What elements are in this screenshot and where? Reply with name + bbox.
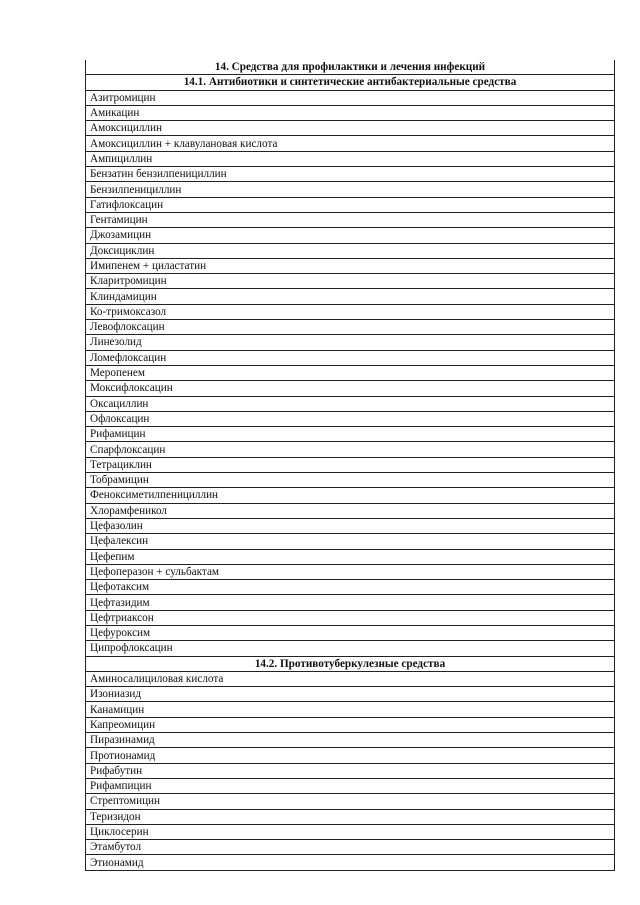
drug-list-table — [85, 60, 615, 871]
table-row — [86, 809, 615, 824]
table-row — [86, 167, 615, 182]
drug-name: Цефуроксим — [86, 625, 615, 640]
table-row — [86, 136, 615, 151]
table-row — [86, 289, 615, 304]
drug-name: Моксифлоксацин — [86, 381, 615, 396]
section-heading-row — [86, 75, 615, 90]
drug-name: Клиндамицин — [86, 289, 615, 304]
table-row — [86, 534, 615, 549]
drug-name: Пиразинамид — [86, 733, 615, 748]
drug-name: Цефтриаксон — [86, 610, 615, 625]
drug-name: Спарфлоксацин — [86, 442, 615, 457]
main-title: 14. Средства для профилактики и лечения инфекций — [86, 60, 615, 75]
drug-name: Кларитромицин — [86, 274, 615, 289]
drug-name: Ко-тримоксазол — [86, 304, 615, 319]
table-row — [86, 258, 615, 273]
table-row — [86, 427, 615, 442]
main-title-row — [86, 60, 615, 75]
table-row — [86, 320, 615, 335]
drug-name: Ломефлоксацин — [86, 350, 615, 365]
table-row — [86, 396, 615, 411]
table-row — [86, 702, 615, 717]
drug-name: Этионамид — [86, 855, 615, 870]
drug-name: Доксициклин — [86, 243, 615, 258]
table-row — [86, 824, 615, 839]
section-heading: 14.2. Противотуберкулезные средства — [86, 656, 615, 671]
drug-name: Левофлоксацин — [86, 320, 615, 335]
table-row — [86, 457, 615, 472]
drug-name: Бензатин бензилпенициллин — [86, 167, 615, 182]
table-row — [86, 304, 615, 319]
drug-name: Канамицин — [86, 702, 615, 717]
drug-name: Цефоперазон + сульбактам — [86, 564, 615, 579]
table-row — [86, 748, 615, 763]
drug-name: Цефалексин — [86, 534, 615, 549]
drug-name: Цефтазидим — [86, 595, 615, 610]
table-row — [86, 641, 615, 656]
drug-name: Имипенем + циластатин — [86, 258, 615, 273]
drug-name: Этамбутол — [86, 840, 615, 855]
table-row — [86, 90, 615, 105]
drug-name: Гатифлоксацин — [86, 197, 615, 212]
table-row — [86, 442, 615, 457]
table-row — [86, 274, 615, 289]
drug-name: Бензилпенициллин — [86, 182, 615, 197]
table-row — [86, 228, 615, 243]
drug-name: Офлоксацин — [86, 411, 615, 426]
drug-name: Ампициллин — [86, 151, 615, 166]
drug-name: Изониазид — [86, 687, 615, 702]
drug-name: Феноксиметилпенициллин — [86, 488, 615, 503]
table-row — [86, 733, 615, 748]
table-row — [86, 595, 615, 610]
drug-name: Хлорамфеникол — [86, 503, 615, 518]
table-row — [86, 212, 615, 227]
table-row — [86, 335, 615, 350]
table-row — [86, 840, 615, 855]
drug-name: Стрептомицин — [86, 794, 615, 809]
drug-name: Аминосалициловая кислота — [86, 671, 615, 686]
drug-name: Тобрамицин — [86, 473, 615, 488]
table-row — [86, 671, 615, 686]
table-row — [86, 503, 615, 518]
table-row — [86, 381, 615, 396]
table-row — [86, 488, 615, 503]
table-row — [86, 121, 615, 136]
drug-name: Рифамицин — [86, 427, 615, 442]
table-row — [86, 182, 615, 197]
table-row — [86, 243, 615, 258]
table-row — [86, 717, 615, 732]
drug-name: Цефепим — [86, 549, 615, 564]
drug-name: Линезолид — [86, 335, 615, 350]
table-row — [86, 625, 615, 640]
drug-name: Амикацин — [86, 105, 615, 120]
drug-name: Цефазолин — [86, 518, 615, 533]
drug-name: Ципрофлоксацин — [86, 641, 615, 656]
drug-name: Протионамид — [86, 748, 615, 763]
drug-name: Тетрациклин — [86, 457, 615, 472]
drug-name: Оксациллин — [86, 396, 615, 411]
table-row — [86, 855, 615, 870]
drug-name: Рифабутин — [86, 763, 615, 778]
section-heading: 14.1. Антибиотики и синтетические антибактериальные средства — [86, 75, 615, 90]
drug-name: Амоксициллин — [86, 121, 615, 136]
table-row — [86, 794, 615, 809]
drug-name: Рифампицин — [86, 778, 615, 793]
table-row — [86, 580, 615, 595]
drug-name: Меропенем — [86, 365, 615, 380]
table-row — [86, 350, 615, 365]
table-row — [86, 763, 615, 778]
table-row — [86, 473, 615, 488]
table-row — [86, 365, 615, 380]
table-row — [86, 151, 615, 166]
table-row — [86, 197, 615, 212]
table-row — [86, 778, 615, 793]
drug-name: Капреомицин — [86, 717, 615, 732]
table-row — [86, 518, 615, 533]
table-row — [86, 610, 615, 625]
drug-name: Джозамицин — [86, 228, 615, 243]
section-heading-row — [86, 656, 615, 671]
table-row — [86, 105, 615, 120]
table-row — [86, 687, 615, 702]
drug-name: Циклосерин — [86, 824, 615, 839]
table-row — [86, 549, 615, 564]
drug-name: Цефотаксим — [86, 580, 615, 595]
drug-name: Азитромицин — [86, 90, 615, 105]
drug-name: Теризидон — [86, 809, 615, 824]
table-row — [86, 411, 615, 426]
drug-name: Амоксициллин + клавулановая кислота — [86, 136, 615, 151]
table-row — [86, 564, 615, 579]
drug-name: Гентамицин — [86, 212, 615, 227]
